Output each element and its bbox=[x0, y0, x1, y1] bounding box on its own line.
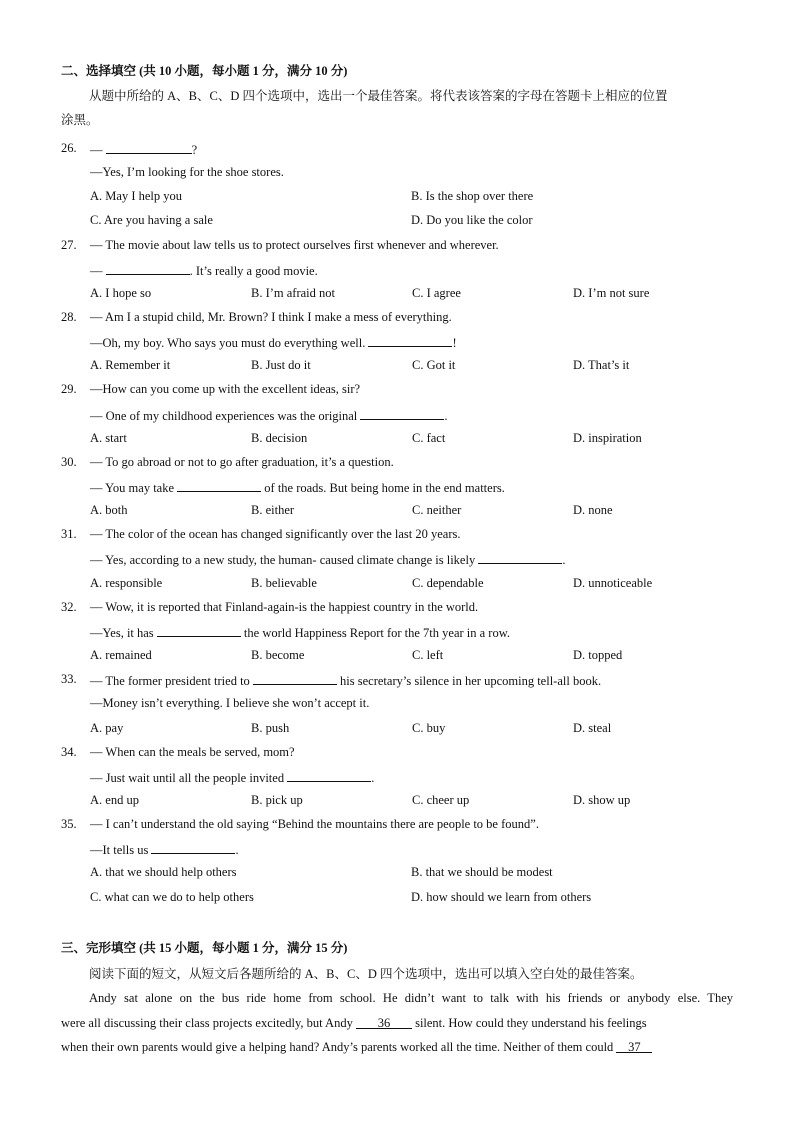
option-b[interactable]: B. Just do it bbox=[251, 358, 311, 372]
question-stem: — When can the meals be served, mom? bbox=[90, 745, 295, 759]
option-d[interactable]: D. none bbox=[573, 503, 613, 517]
option-d[interactable]: D. unnoticeable bbox=[573, 576, 653, 590]
response-line: — Just wait until all the people invited . bbox=[90, 771, 375, 785]
option-d[interactable]: D. topped bbox=[573, 648, 623, 662]
option-a[interactable]: A. both bbox=[90, 503, 128, 517]
answer-blank[interactable] bbox=[177, 479, 261, 492]
option-d[interactable]: D. steal bbox=[573, 721, 612, 735]
instruction-line2: 涂黑。 bbox=[61, 113, 99, 127]
option-d[interactable]: D. Do you like the color bbox=[411, 213, 533, 227]
option-d[interactable]: D. That’s it bbox=[573, 358, 630, 372]
section3-title: 三、完形填空 (共 15 小题，每小题 1 分，满分 15 分) bbox=[61, 941, 348, 955]
question-number: 30. bbox=[61, 455, 77, 469]
answer-blank[interactable] bbox=[106, 141, 192, 154]
option-b[interactable]: B. Is the shop over there bbox=[411, 189, 534, 203]
answer-blank[interactable] bbox=[106, 262, 190, 275]
passage-line: Andy sat alone on the bus ride home from school. He didn’t want to talk with his friends or anybody else. They bbox=[89, 991, 733, 1005]
question-number: 27. bbox=[61, 238, 77, 252]
cloze-blank-37[interactable]: 37 bbox=[616, 1040, 652, 1053]
option-b[interactable]: B. pick up bbox=[251, 793, 303, 807]
instruction-line1: 从题中所给的 A、B、C、D 四个选项中，选出一个最佳答案。将代表该答案的字母在答题卡上相应的位置 bbox=[89, 89, 668, 103]
question-stem: —How can you come up with the excellent ideas, sir? bbox=[90, 382, 361, 396]
passage-line: were all discussing their class projects excitedly, but Andy 36 silent. How could they understand his feelings bbox=[61, 1015, 647, 1030]
option-c[interactable]: C. Are you having a sale bbox=[90, 213, 213, 227]
response-line: —Yes, it has the world Happiness Report for the 7th year in a row. bbox=[90, 626, 511, 640]
option-a[interactable]: A. pay bbox=[90, 721, 124, 735]
response-line: — . It’s really a good movie. bbox=[90, 264, 318, 278]
response-line: — You may take of the roads. But being home in the end matters. bbox=[90, 481, 505, 495]
option-c[interactable]: C. cheer up bbox=[412, 793, 470, 807]
option-c[interactable]: C. neither bbox=[412, 503, 462, 517]
question-number: 34. bbox=[61, 745, 77, 759]
question-stem: — To go abroad or not to go after graduation, it’s a question. bbox=[90, 455, 394, 469]
option-b[interactable]: B. push bbox=[251, 721, 290, 735]
answer-blank[interactable] bbox=[157, 624, 241, 637]
option-b[interactable]: B. that we should be modest bbox=[411, 865, 553, 879]
question-number: 33. bbox=[61, 672, 77, 686]
question-number: 29. bbox=[61, 382, 77, 396]
cloze-passage bbox=[61, 991, 733, 1065]
question-number: 32. bbox=[61, 600, 77, 614]
question-number: 26. bbox=[61, 141, 77, 155]
option-a[interactable]: A. remained bbox=[90, 648, 152, 662]
section3-instruction: 阅读下面的短文，从短文后各题所给的 A、B、C、D 四个选项中，选出可以填入空白处的最佳答案。 bbox=[89, 967, 643, 981]
section2-title: 二、选择填空 (共 10 小题，每小题 1 分，满分 10 分) bbox=[61, 64, 348, 78]
option-c[interactable]: C. buy bbox=[412, 721, 446, 735]
option-d[interactable]: D. I’m not sure bbox=[573, 286, 650, 300]
response-line: — One of my childhood experiences was the original . bbox=[90, 409, 448, 423]
response-line: —Oh, my boy. Who says you must do everything well. ! bbox=[90, 336, 457, 350]
option-c[interactable]: C. dependable bbox=[412, 576, 484, 590]
section2-instruction bbox=[61, 84, 733, 132]
question-stem: — I can’t understand the old saying “Behind the mountains there are people to be found”. bbox=[90, 817, 539, 831]
option-c[interactable]: C. Got it bbox=[412, 358, 456, 372]
answer-blank[interactable] bbox=[368, 334, 452, 347]
option-a[interactable]: A. I hope so bbox=[90, 286, 152, 300]
passage-line: when their own parents would give a helping hand? Andy’s parents worked all the time. Neither of them could 37 bbox=[61, 1040, 733, 1065]
answer-blank[interactable] bbox=[360, 407, 444, 420]
question-stem: — Wow, it is reported that Finland-again-is the happiest country in the world. bbox=[90, 600, 479, 614]
response-line: —It tells us . bbox=[90, 843, 239, 857]
question-stem: — The color of the ocean has changed significantly over the last 20 years. bbox=[90, 527, 461, 541]
question-stem: — The former president tried to his secretary’s silence in her upcoming tell-all book. bbox=[90, 674, 602, 688]
question-number: 35. bbox=[61, 817, 77, 831]
option-b[interactable]: B. I’m afraid not bbox=[251, 286, 336, 300]
option-a[interactable]: A. start bbox=[90, 431, 127, 445]
option-a[interactable]: A. that we should help others bbox=[90, 865, 237, 879]
response-line: — Yes, according to a new study, the human- caused climate change is likely . bbox=[90, 553, 566, 567]
option-d[interactable]: D. show up bbox=[573, 793, 631, 807]
option-a[interactable]: A. May I help you bbox=[90, 189, 182, 203]
option-b[interactable]: B. either bbox=[251, 503, 295, 517]
question-number: 31. bbox=[61, 527, 77, 541]
option-d[interactable]: D. how should we learn from others bbox=[411, 890, 592, 904]
answer-blank[interactable] bbox=[287, 769, 371, 782]
question-number: 28. bbox=[61, 310, 77, 324]
answer-blank[interactable] bbox=[478, 551, 562, 564]
option-d[interactable]: D. inspiration bbox=[573, 431, 642, 445]
cloze-blank-36[interactable]: 36 bbox=[356, 1016, 412, 1029]
question-stem: — Am I a stupid child, Mr. Brown? I think I make a mess of everything. bbox=[90, 310, 452, 324]
option-a[interactable]: A. Remember it bbox=[90, 358, 171, 372]
response-line: —Yes, I’m looking for the shoe stores. bbox=[90, 165, 284, 179]
option-c[interactable]: C. fact bbox=[412, 431, 446, 445]
option-b[interactable]: B. decision bbox=[251, 431, 308, 445]
option-c[interactable]: C. what can we do to help others bbox=[90, 890, 254, 904]
option-a[interactable]: A. responsible bbox=[90, 576, 163, 590]
question-stem: — The movie about law tells us to protect ourselves first whenever and wherever. bbox=[90, 238, 499, 252]
option-b[interactable]: B. become bbox=[251, 648, 305, 662]
answer-blank[interactable] bbox=[151, 841, 235, 854]
option-c[interactable]: C. left bbox=[412, 648, 444, 662]
question-stem: — ? bbox=[90, 143, 198, 157]
option-c[interactable]: C. I agree bbox=[412, 286, 461, 300]
answer-blank[interactable] bbox=[253, 672, 337, 685]
option-b[interactable]: B. believable bbox=[251, 576, 317, 590]
option-a[interactable]: A. end up bbox=[90, 793, 139, 807]
response-line: —Money isn’t everything. I believe she won’t accept it. bbox=[90, 696, 370, 710]
